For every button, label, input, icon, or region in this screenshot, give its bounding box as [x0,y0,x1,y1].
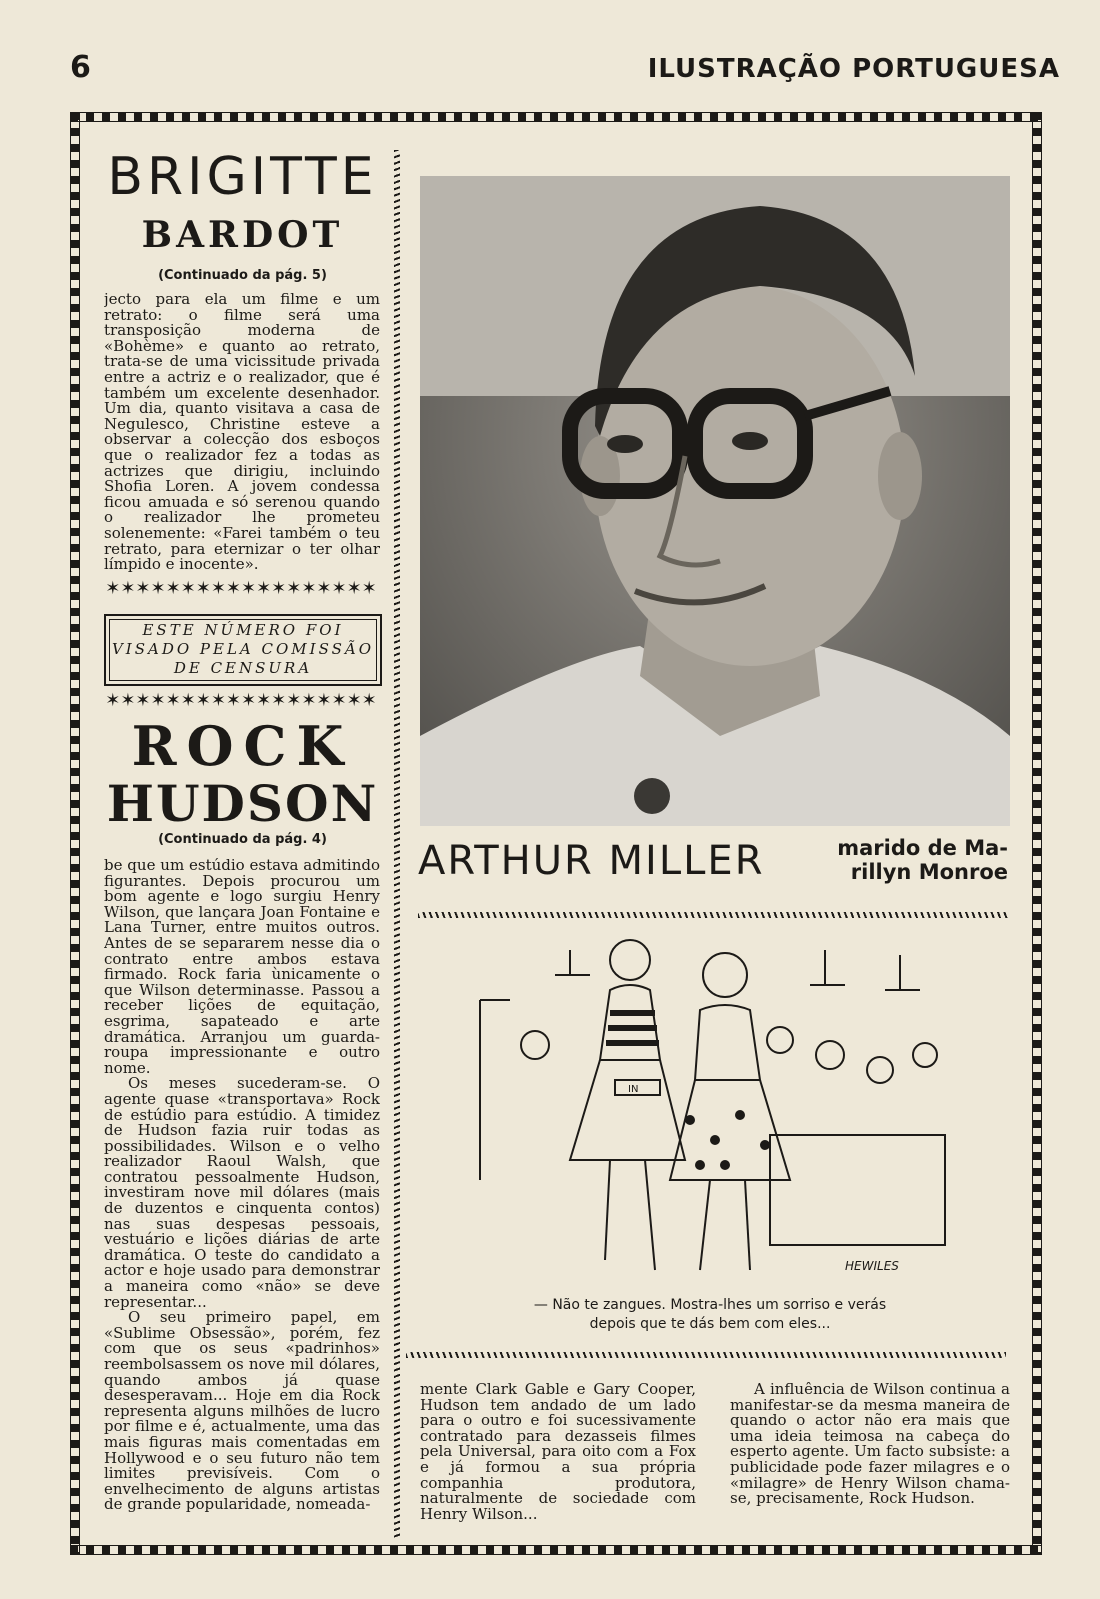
hudson-col3-paragraph: A influência de Wilson continua a manifestar-se da mesma maneira de quando o actor não era mais que uma ideia teimosa na cabeça do esperto agente. Um facto subsiste: a publicidade pode fazer milagres e o «milagre» de Henry Wilson chama-se, precisamente, Rock Hudson. [730,1382,1010,1508]
stars-divider-top: ✶✶✶✶✶✶✶✶✶✶✶✶✶✶✶✶✶✶ [105,578,377,599]
bardot-body [104,292,380,576]
cartoon-sign-text: IN [628,1084,639,1095]
hudson-continued: (Continuado da pág. 4) [158,832,327,847]
hudson-title-line2: HUDSON [106,774,379,833]
hudson-paragraph-1: be que um estúdio estava admitindo figurantes. Depois procurou um bom agente e logo surgiu Henry Wilson, que lançara Joan Fontaine e Lana Turner, entre muitos outros. Antes de se separarem nesse dia o contrato entre ambos estava firmado. Rock faria ùnicamente o que Wilson determinasse. Passou a receber lições de equitação, esgrima, sapateado e arte dramática. Arranjou um guarda-roupa impressionante e outro nome. [104,858,380,1077]
cartoon-caption-line1: — Não te zangues. Mostra-lhes um sorriso e verás [533,1297,887,1313]
photo-caption-name: ARTHUR MILLER [418,838,765,884]
bardot-paragraph: jecto para ela um filme e um retrato: o filme será uma transposição moderna de «Bohème» e quanto ao retrato, trata-se de uma vicissitude privada entre a actriz e o realizador, que é também um excelente desenhador. Um dia, quanto visitava a casa de Negulesco, Christine esteve a observar a colecção dos esboços que o realizador fez a todas as actrizes que dirigiu, incluindo Shofia Loren. A jovem condessa ficou amuada e só serenou quando o realizador lhe prometeu solenemente: «Farei também o teu retrato, para eternizar o ter olhar límpido e inocente». [104,292,380,574]
bardot-continued: (Continuado da pág. 5) [158,268,327,283]
caption-rule [418,912,1008,918]
photo-caption-role-line2: rillyn Monroe [850,860,1008,884]
portrait-illustration [420,176,1010,826]
arthur-miller-photo [420,176,1010,826]
cartoon-rule [406,1352,1006,1358]
hudson-title-line1: ROCK [131,714,354,778]
hudson-body-col2 [420,1382,696,1522]
censor-notice [104,614,382,686]
bardot-title-line1: BRIGITTE [107,147,378,207]
photo-caption-role [800,836,1008,884]
cartoon-caption [440,1296,980,1334]
bardot-title-line2: BARDOT [141,214,344,256]
censor-line3: DE CENSURA [173,659,313,677]
cartoon-caption-line2: depois que te dás bem com eles... [589,1316,831,1332]
cartoon-signature: HEWILES [845,1259,899,1273]
bottom-border [70,1545,1042,1555]
hudson-body-col3 [730,1382,1010,1522]
censor-line1: ESTE NÚMERO FOI [142,621,344,639]
hudson-paragraph-3: O seu primeiro papel, em «Sublime Obsessão», porém, fez com que os seus «padrinhos» reembolsassem os nove mil dólares, quando ambos já quase desesperavam... Hoje em dia Rock representa alguns milhões de lucro por filme e é, actualmente, uma das mais figuras mais comentadas em Hollywood e o seu futuro não tem limites previsíveis. Com o envelhecimento de alguns artistas de grande popularidade, nomeada- [104,1308,380,1514]
cartoon-drawing [470,930,960,1290]
top-border [70,112,1042,122]
hudson-paragraph-2: Os meses sucederam-se. O agente quase «transportava» Rock de estúdio para estúdio. A timidez de Hudson fazia ruir todas as possibilidades. Wilson e o velho realizador Raoul Walsh, que contratou pessoalmente Hudson, investiram nove mil dólares (mais de duzentos e cinquenta contos) nas suas despesas pessoais, vestuário e lições diárias de arte dramática. O teste do candidato a actor e hoje usado para demonstrar a maneira como «não» se deve representar... [104,1074,380,1311]
left-border [70,112,80,1555]
stars-divider-bottom: ✶✶✶✶✶✶✶✶✶✶✶✶✶✶✶✶✶✶ [105,690,377,711]
hudson-body-col1 [104,858,380,1518]
censor-line2: VISADO PELA COMISSÃO [111,640,375,658]
magazine-title: ILUSTRAÇÃO PORTUGUESA [647,54,1060,84]
cartoon [470,930,960,1290]
column-divider [394,150,400,1540]
page-number: 6 [70,50,91,85]
right-border [1032,112,1042,1555]
hudson-col2-paragraph: mente Clark Gable e Gary Cooper, Hudson tem andado de um lado para o outro e foi sucessivamente contratado para dezasseis filmes pela Universal, para oito com a Fox e já formou a sua própria companhia produtora, naturalmente de sociedade com Henry Wilson... [420,1382,696,1522]
photo-caption-role-line1: marido de Ma- [837,836,1008,860]
